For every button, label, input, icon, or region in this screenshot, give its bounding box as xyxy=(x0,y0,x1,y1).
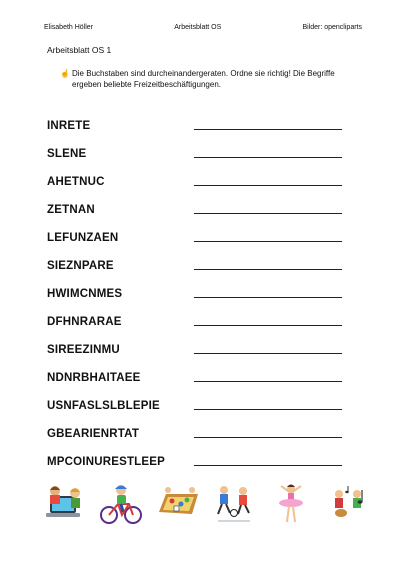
scrambled-word: ZETNAN xyxy=(47,204,95,216)
answer-line[interactable] xyxy=(194,324,342,326)
answer-line[interactable] xyxy=(194,464,342,466)
ballerina-dancing-icon xyxy=(269,482,313,526)
children-at-computer-icon xyxy=(42,482,86,526)
scrambled-word: MPCOINURESTLEEP xyxy=(47,456,166,468)
answer-line[interactable] xyxy=(194,408,342,410)
scrambled-word: USNFASLSLBLEPIE xyxy=(47,400,160,412)
scrambled-word: SIREEZINMU xyxy=(47,344,120,356)
word-row xyxy=(47,328,342,356)
board-game-icon xyxy=(156,482,200,526)
word-row xyxy=(47,216,342,244)
instruction-text: Die Buchstaben sind durcheinandergeraten. Ordne sie richtig! Die Begriffe ergeben beliebte Freizeitbeschäftigungen. xyxy=(72,69,335,89)
scrambled-word: DFHNRARAE xyxy=(47,316,122,328)
answer-line[interactable] xyxy=(194,296,342,298)
answer-line[interactable] xyxy=(194,380,342,382)
answer-line[interactable] xyxy=(194,268,342,270)
children-making-music-icon xyxy=(326,482,370,526)
child-cycling-icon xyxy=(99,482,143,526)
answer-line[interactable] xyxy=(194,156,342,158)
word-row xyxy=(47,384,342,412)
page-header xyxy=(44,24,362,31)
scrambled-word: INRETE xyxy=(47,120,91,132)
word-row xyxy=(47,132,342,160)
word-row xyxy=(47,272,342,300)
answer-line[interactable] xyxy=(194,352,342,354)
instruction xyxy=(60,68,360,90)
word-row xyxy=(47,244,342,272)
word-row xyxy=(47,300,342,328)
header-author: Elisabeth Höller xyxy=(44,24,94,31)
scrambled-word: GBEARIENRTAT xyxy=(47,428,140,440)
answer-line[interactable] xyxy=(194,128,342,130)
answer-line[interactable] xyxy=(194,436,342,438)
scrambled-word: HWIMCNMES xyxy=(47,288,123,300)
scrambled-word: SIEZNPARE xyxy=(47,260,114,272)
word-row xyxy=(47,188,342,216)
picture-strip xyxy=(42,480,370,526)
word-row xyxy=(47,104,342,132)
scrambled-word: NDNRBHAITAEE xyxy=(47,372,141,384)
children-playing-football-icon xyxy=(212,482,256,526)
header-credits: Bilder: opencliparts xyxy=(302,24,362,31)
word-row xyxy=(47,440,342,468)
pointing-hand-icon: ☝ xyxy=(60,69,70,78)
word-row xyxy=(47,412,342,440)
answer-line[interactable] xyxy=(194,240,342,242)
header-worksheet: Arbeitsblatt OS xyxy=(174,24,222,31)
answer-line[interactable] xyxy=(194,212,342,214)
word-row xyxy=(47,356,342,384)
scrambled-word: LEFUNZAEN xyxy=(47,232,119,244)
word-row xyxy=(47,160,342,188)
worksheet-title: Arbeitsblatt OS 1 xyxy=(47,45,112,55)
answer-line[interactable] xyxy=(194,184,342,186)
scrambled-word: AHETNUC xyxy=(47,176,105,188)
word-list xyxy=(47,104,342,468)
scrambled-word: SLENE xyxy=(47,148,87,160)
